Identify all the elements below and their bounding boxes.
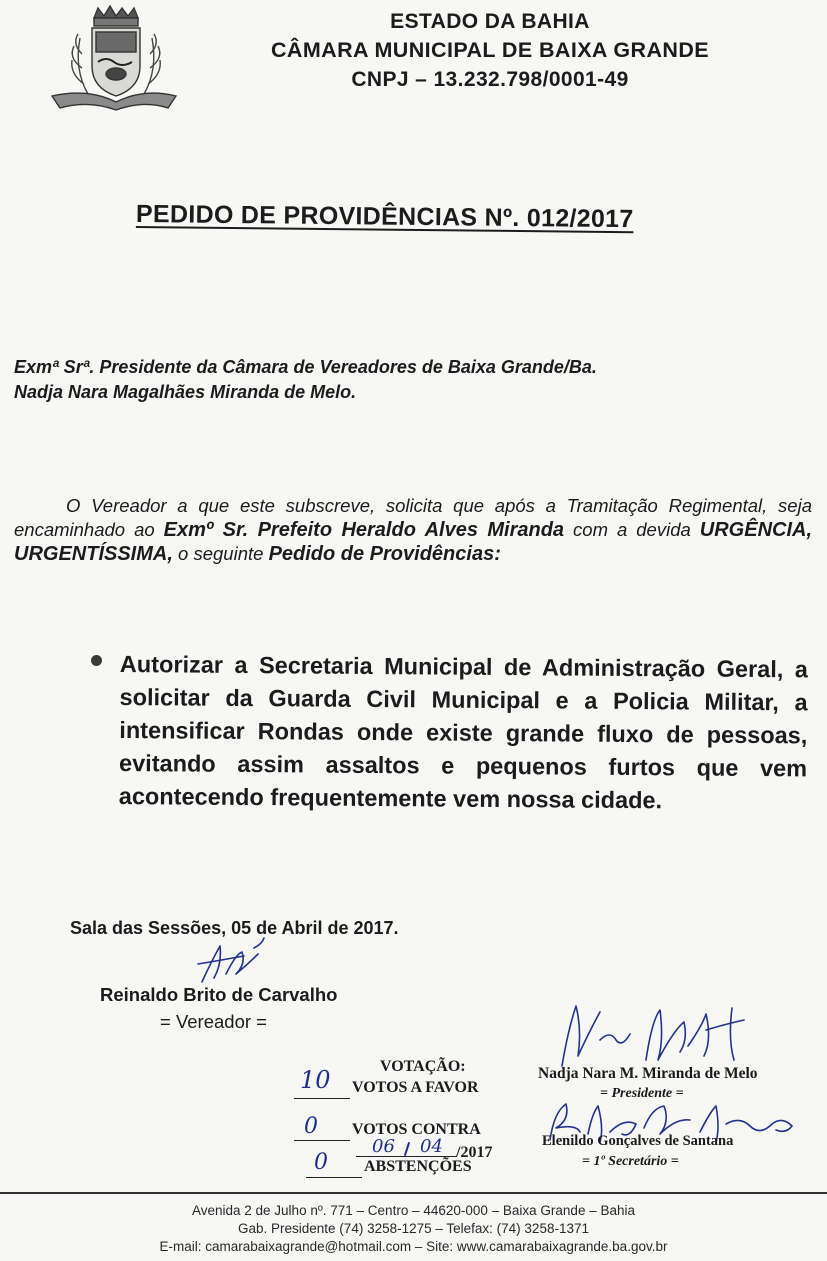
bullet-icon — [91, 655, 102, 666]
president-name: Nadja Nara M. Miranda de Melo — [538, 1065, 758, 1082]
votes-favor-count: 10 — [300, 1066, 331, 1094]
abstentions-count: 0 — [314, 1150, 328, 1175]
votes-favor-label: VOTOS A FAVOR — [352, 1079, 479, 1096]
header-chamber: CÂMARA MUNICIPAL DE BAIXA GRANDE — [270, 38, 710, 62]
voting-date-month: 04 — [420, 1136, 443, 1157]
votes-against-label: VOTOS CONTRA — [352, 1121, 481, 1138]
document-title: PEDIDO DE PROVIDÊNCIAS Nº. 012/2017 — [135, 200, 634, 234]
footer-address: Avenida 2 de Julho nº. 771 – Centro – 44620-000 – Baixa Grande – Bahia — [191, 1203, 635, 1218]
body-middle: com a devida — [573, 519, 691, 540]
president-role: = Presidente = — [600, 1086, 684, 1101]
voting-title: VOTAÇÃO: — [380, 1058, 466, 1075]
request-item: Autorizar a Secretaria Municipal de Administração Geral, a solicitar da Guarda Civil Municipal e a Policia Militar, a intensificar Rondas onde existe grande fluxo de pessoas, evitando assim assaltos e pequenos furtos que vem acontecendo frequentemente vem nossa cidade. — [118, 650, 808, 814]
votes-against-blank — [294, 1124, 350, 1141]
footer-divider — [0, 1192, 827, 1194]
session-date: Sala das Sessões, 05 de Abril de 2017. — [70, 918, 399, 938]
footer-phones: Gab. Presidente (74) 3258-1275 – Telefax: (74) 3258-1371 — [238, 1221, 589, 1236]
secretary-name: Elenildo Gonçalves de Santana — [542, 1133, 734, 1149]
body-end-plain: o seguinte — [178, 543, 264, 564]
addressee-line-1: Exmª Srª. Presidente da Câmara de Vereadores de Baixa Grande/Ba. — [14, 357, 597, 377]
votes-against-count: 0 — [304, 1114, 318, 1139]
signer-name: Reinaldo Brito de Carvalho — [100, 984, 338, 1005]
body-paragraph — [14, 494, 812, 566]
body-end-bold: Pedido de Providências: — [268, 543, 501, 565]
header-cnpj: CNPJ – 13.232.798/0001-49 — [351, 68, 629, 91]
municipal-coat-of-arms-icon — [48, 4, 180, 112]
voting-date-year: /2017 — [456, 1144, 493, 1161]
voting-date-day: 06 — [372, 1136, 395, 1157]
president-signature — [556, 1000, 756, 1072]
body-intro: O Vereador a que este subscreve, solicita que após a Tramitação Regimental, seja encaminhado ao — [14, 495, 812, 540]
addressee-line-2: Nadja Nara Magalhães Miranda de Melo. — [14, 382, 357, 402]
header-state: ESTADO DA BAHIA — [390, 10, 590, 33]
signer-role: = Vereador = — [160, 1011, 267, 1032]
body-recipient: Exmº Sr. Prefeito Heraldo Alves Miranda — [163, 519, 565, 541]
abstentions-label: ABSTENÇÕES — [364, 1158, 472, 1175]
secretary-role: = 1º Secretário = — [582, 1154, 679, 1169]
councillor-signature — [192, 934, 272, 990]
body-urgency: URGÊNCIA, URGENTÍSSIMA, — [14, 519, 813, 565]
footer-contact: E-mail: camarabaixagrande@hotmail.com – Site: www.camarabaixagrande.ba.gov.br — [159, 1239, 668, 1254]
